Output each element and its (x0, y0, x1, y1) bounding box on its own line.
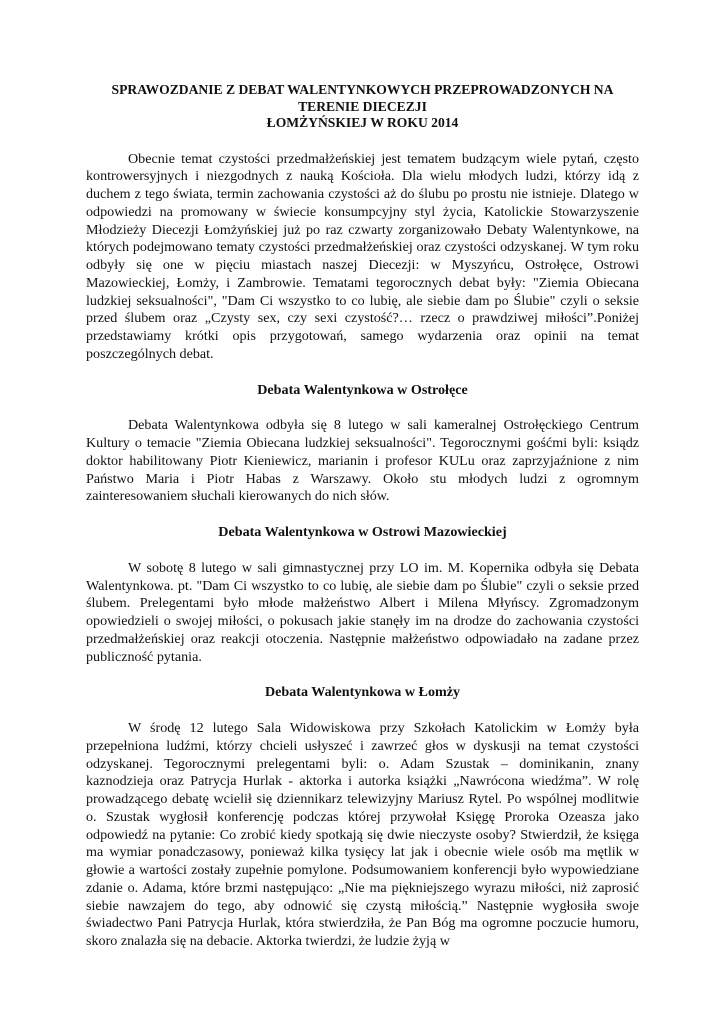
title-line-1: SPRAWOZDANIE Z DEBAT WALENTYNKOWYCH PRZEPROWADZONYCH NA (111, 82, 614, 97)
section-heading-ostroleka: Debata Walentynkowa w Ostrołęce (257, 381, 468, 398)
section-paragraph-ostrow-mazowiecka: W sobotę 8 lutego w sali gimnastycznej przy LO im. M. Kopernika odbyła się Debata Walentynkowa. pt. "Dam Ci wszystko to co lubię, ale siebie dam po Ślubie" czyli o seksie przed ślubem. Prelegentami było młode małżeństwo Albert i Milena Młyńscy. Zgromadzonym opowiedzieli o swojej miłości, o pokusach jakie stanęły im na drodze do zachowania czystości przedmałżeńskiej oraz reakcji otoczenia. Następnie małżeństwo odpowiadało na zadane przez publiczność pytania. (86, 559, 639, 665)
section-paragraph-ostroleka: Debata Walentynkowa odbyła się 8 lutego w sali kameralnej Ostrołęckiego Centrum Kultury o temacie "Ziemia Obiecana ludzkiej seksualności". Tegorocznymi gośćmi byli: ksiądz doktor habilitowany Piotr Kieniewicz, marianin i profesor KULu oraz zaprzyjaźnione z nim Państwo Maria i Piotr Habas z Warszawy. Około stu młodych ludzi z ogromnym zainteresowaniem słuchali kierowanych do nich słów. (86, 417, 639, 505)
document-title (86, 82, 639, 132)
section-heading-lomza: Debata Walentynkowa w Łomży (264, 684, 461, 701)
intro-paragraph: Obecnie temat czystości przedmałżeńskiej jest tematem budzącym wiele pytań, często kontrowersyjnych i niezgodnych z nauką Kościoła. Dla wielu młodych ludzi, którzy idą z duchem z tego świata, termin zachowania czystości aż do ślubu po prostu nie istnieje. Dlatego w odpowiedzi na promowany w świecie konsumpcyjny styl życia, Katolickie Stowarzyszenie Młodzieży Diecezji Łomżyńskiej już po raz czwarty zorganizowało Debaty Walentynkowe, na których podejmowano tematy czystości przedmałżeńskiej oraz czystości odzyskanej. W tym roku odbyły się one w pięciu miastach naszej Diecezji: w Myszyńcu, Ostrołęce, Ostrowi Mazowieckiej, Łomży, i Zambrowie. Tematami tegorocznych debat były: "Ziemia Obiecana ludzkiej seksualności", "Dam Ci wszystko to co lubię, ale siebie dam po Ślubie" czyli o seksie przed ślubem oraz „Czysty sex, czy sexi czystość?… rzecz o prawdziwej miłości”.Poniżej przedstawiamy krótki opis przygotowań, samego wydarzenia oraz opinii na temat poszczególnych debat. (86, 150, 639, 362)
title-line-2: TERENIE DIECEZJI (298, 98, 427, 114)
title-line-3: ŁOMŻYŃSKIEJ W ROKU 2014 (266, 115, 459, 130)
section-paragraph-lomza: W środę 12 lutego Sala Widowiskowa przy Szkołach Katolickim w Łomży była przepełniona ludźmi, którzy chcieli usłyszeć i zawrzeć głos w dyskusji na temat czystości odzyskanej. Tegorocznymi prelegentami byli: o. Adam Szustak – dominikanin, znany kaznodzieja oraz Patrycja Hurlak - aktorka i autorka książki „Nawrócona wiedźma”. W rolę prowadzącego debatę wcielił się dziennikarz telewizyjny Mariusz Rytel. Po wspólnej modlitwie o. Szustak wygłosił konferencję podczas której przywołał Księgę Proroka Ozeasza jako odpowiedź na pytanie: Co zrobić kiedy spotkają się dwie nieczyste osoby? Stwierdził, że księga ma wymiar ponadczasowy, ponieważ kilka tysięcy lat jak i obecnie wiele osób ma mętlik w głowie a wartości zostały zupełnie pomylone. Podsumowaniem konferencji było wypowiedziane zdanie o. Adama, które brzmi następująco: „Nie ma piękniejszego wyrazu miłości, niż zaprosić siebie nawzajem do tego, aby odnowić się czystą miłością.” Następnie wygłosiła swoje świadectwo Pani Patrycja Hurlak, która stwierdziła, że Pan Bóg ma ogromne poczucie humoru, skoro znalazła się na debacie. Aktorka twierdzi, że ludzie żyją w (86, 720, 639, 949)
document-page (86, 82, 639, 951)
section-heading-ostrow-mazowiecka: Debata Walentynkowa w Ostrowi Mazowieckiej (218, 524, 507, 540)
